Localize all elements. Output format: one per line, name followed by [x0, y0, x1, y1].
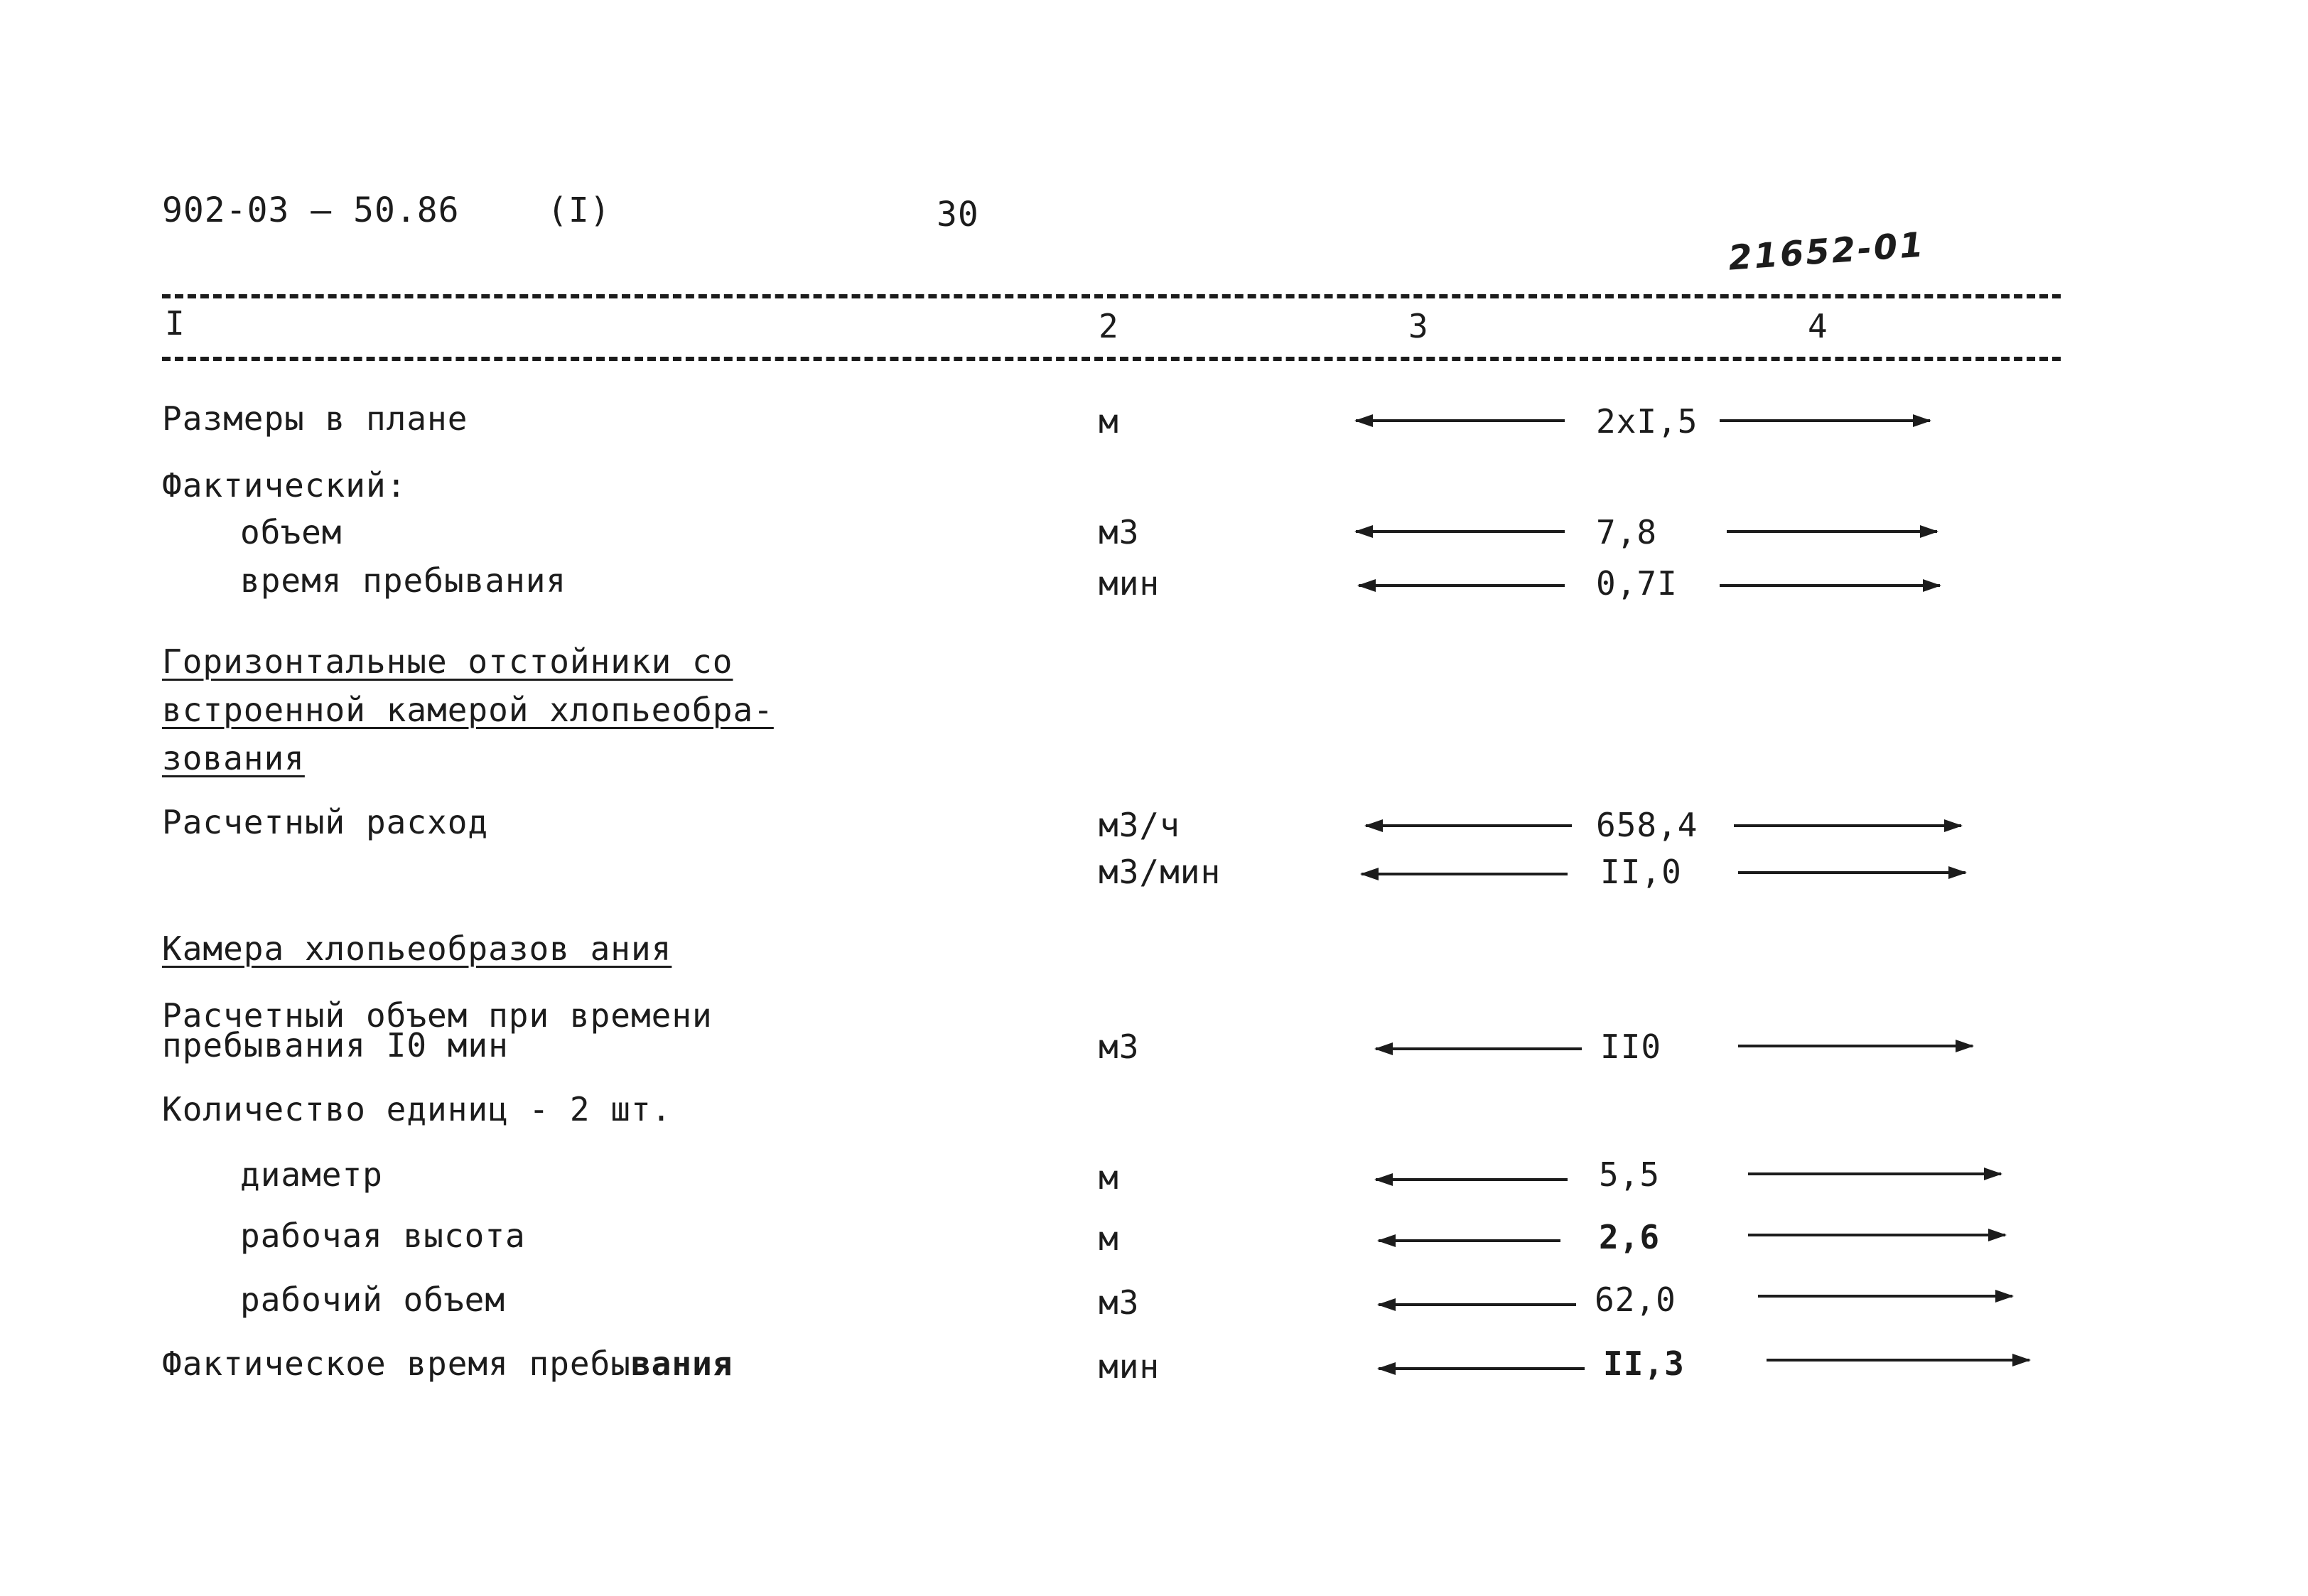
right-arrow: [1727, 530, 1937, 533]
left-arrow: [1361, 873, 1568, 875]
left-arrow: [1359, 584, 1565, 587]
left-arrow: [1379, 1367, 1585, 1370]
right-arrow: [1748, 1172, 2001, 1175]
row-label: Количество единиц - 2 шт.: [162, 1090, 672, 1128]
row-label: рабочий объем: [240, 1280, 506, 1319]
row-label-part: Фактическое время пребы: [162, 1344, 631, 1383]
row-label-line: пребывания I0 мин: [162, 1026, 509, 1064]
column-header-1: I: [165, 304, 185, 343]
left-arrow: [1356, 530, 1565, 533]
row-value: II,0: [1600, 853, 1682, 891]
row-value: 2хI,5: [1596, 402, 1698, 441]
right-arrow: [1734, 824, 1961, 827]
row-unit: м3: [1099, 1028, 1140, 1066]
row-unit: м: [1099, 402, 1119, 441]
dashed-rule-bottom: [162, 357, 2061, 361]
row-value: II,3: [1603, 1344, 1685, 1383]
row-value: 62,0: [1595, 1280, 1676, 1319]
row-label: объем: [240, 513, 343, 551]
row-value: 2,6: [1599, 1218, 1661, 1256]
left-arrow: [1356, 419, 1565, 422]
row-unit: м3: [1099, 1283, 1140, 1322]
left-arrow: [1366, 824, 1572, 827]
row-unit: м: [1099, 1219, 1119, 1258]
row-label-line: Расчетный объем при времени: [162, 996, 713, 1035]
row-unit: м: [1099, 1158, 1119, 1197]
section-heading: Камера хлопьеобразов ания: [162, 929, 672, 968]
row-unit: мин: [1099, 564, 1160, 603]
column-header-3: 3: [1408, 307, 1429, 345]
row-unit: м3/ч: [1099, 806, 1180, 844]
row-label: время пребывания: [240, 561, 567, 600]
row-unit: м3: [1099, 513, 1140, 551]
dashed-rule-top: [162, 294, 2061, 298]
document-code: 902-03 – 50.86: [162, 190, 460, 230]
column-header-2: 2: [1099, 307, 1119, 345]
right-arrow: [1748, 1234, 2005, 1236]
row-value: II0: [1600, 1028, 1662, 1066]
left-arrow: [1376, 1178, 1568, 1181]
row-value: 658,4: [1596, 806, 1698, 844]
row-label: Фактический:: [162, 466, 407, 505]
row-label: диаметр: [240, 1155, 383, 1194]
row-label-part-bold: вания: [630, 1344, 733, 1383]
row-unit: мин: [1099, 1347, 1160, 1386]
section-heading-line: встроенной камерой хлопьеобра-: [162, 691, 774, 729]
section-heading-line: зования: [162, 739, 305, 777]
left-arrow: [1376, 1047, 1582, 1050]
row-label: Размеры в плане: [162, 399, 468, 438]
left-arrow: [1379, 1239, 1560, 1242]
right-arrow: [1758, 1295, 2012, 1298]
left-arrow: [1379, 1303, 1576, 1306]
row-value: 7,8: [1596, 513, 1658, 551]
column-header-4: 4: [1808, 307, 1828, 345]
page-number: 30: [937, 195, 979, 234]
right-arrow: [1720, 584, 1940, 587]
document-part: (I): [547, 190, 611, 230]
row-value: 0,7I: [1596, 564, 1678, 603]
right-arrow: [1738, 1045, 1973, 1047]
section-heading-line: Горизонтальные отстойники со: [162, 642, 733, 681]
right-arrow: [1738, 871, 1965, 874]
right-arrow: [1767, 1359, 2029, 1362]
right-arrow: [1720, 419, 1930, 422]
row-label: Расчетный расход: [162, 803, 489, 841]
row-unit: м3/мин: [1099, 853, 1222, 891]
row-label: рабочая высота: [240, 1217, 526, 1255]
row-value: 5,5: [1599, 1155, 1661, 1194]
handwritten-reference: 21652-01: [1727, 225, 1927, 279]
row-label: [162, 1344, 733, 1383]
